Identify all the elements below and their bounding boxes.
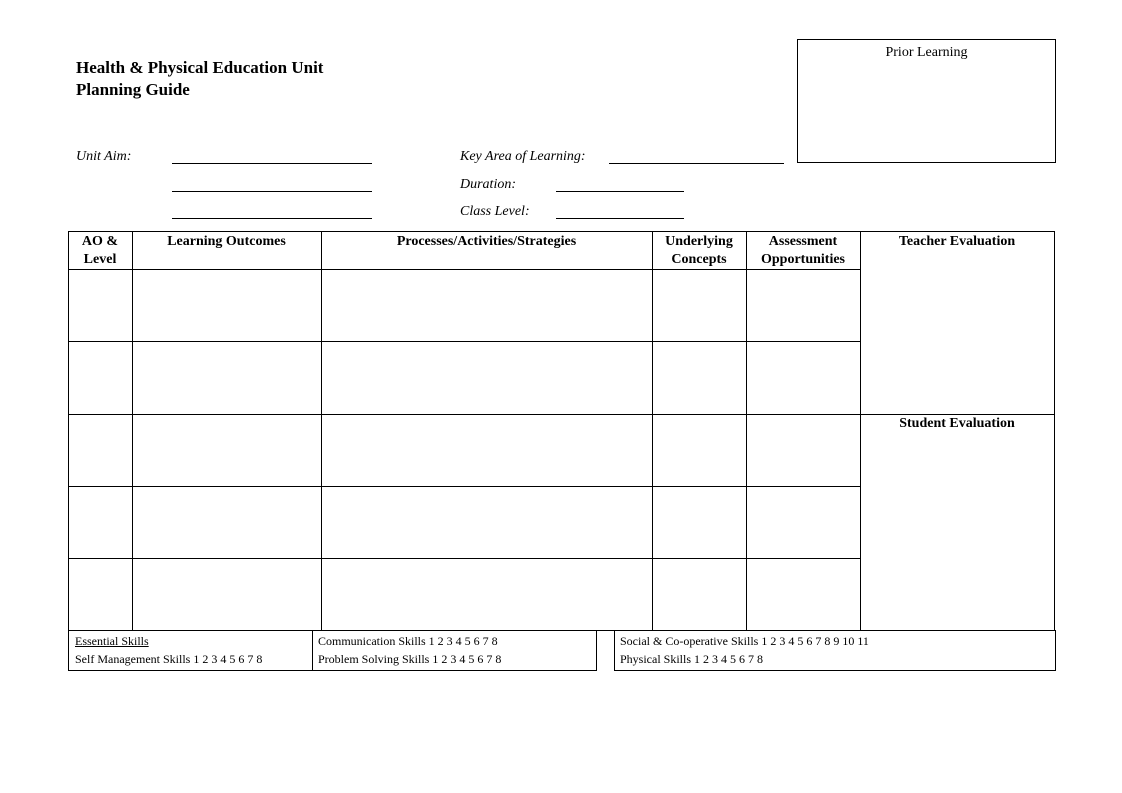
- row-sep-3: [68, 486, 860, 487]
- unit-aim-field-2[interactable]: [172, 191, 372, 192]
- table-border-left: [68, 231, 69, 631]
- unit-aim-field-3[interactable]: [172, 218, 372, 219]
- key-area-label: Key Area of Learning:: [460, 149, 586, 164]
- skills-sep: [312, 631, 313, 671]
- title-line-1: Health & Physical Education Unit: [76, 58, 324, 77]
- col-sep-3: [652, 231, 653, 631]
- title-line-2: Planning Guide: [76, 80, 190, 99]
- table-border-right: [1054, 231, 1055, 631]
- header-processes: Processes/Activities/Strategies: [396, 234, 577, 249]
- prior-learning-label: Prior Learning: [885, 45, 968, 60]
- unit-aim-field-1[interactable]: [172, 163, 372, 164]
- problem-solving-skills: Problem Solving Skills 1 2 3 4 5 6 7 8: [318, 652, 502, 666]
- header-learning-outcomes: Learning Outcomes: [167, 234, 286, 249]
- row-sep-2: [68, 414, 860, 415]
- page-title: [76, 57, 323, 101]
- duration-field[interactable]: [556, 191, 684, 192]
- row-sep-4: [68, 558, 860, 559]
- prior-learning-box[interactable]: [797, 39, 1056, 163]
- col-sep-2: [321, 231, 322, 631]
- unit-aim-label: Unit Aim:: [76, 149, 132, 164]
- col-sep-4: [746, 231, 747, 631]
- header-assessment: Assessment Opportunities: [760, 234, 845, 267]
- communication-skills: Communication Skills 1 2 3 4 5 6 7 8: [318, 634, 498, 648]
- header-ao-level: AO & Level: [81, 234, 119, 267]
- col-sep-1: [132, 231, 133, 631]
- header-student-evaluation: Student Evaluation: [899, 416, 1015, 431]
- header-underlying-concepts: Underlying Concepts: [665, 234, 733, 267]
- class-level-field[interactable]: [556, 218, 684, 219]
- self-management-skills: Self Management Skills 1 2 3 4 5 6 7 8: [75, 652, 263, 666]
- row-sep-1: [68, 341, 860, 342]
- class-level-label: Class Level:: [460, 204, 530, 219]
- physical-skills: Physical Skills 1 2 3 4 5 6 7 8: [620, 652, 764, 666]
- essential-skills-label: Essential Skills: [75, 634, 149, 648]
- row-sep-header: [68, 269, 860, 270]
- duration-label: Duration:: [460, 177, 516, 192]
- social-cooperative-skills: Social & Co-operative Skills 1 2 3 4 5 6 7 8 9 10 11: [620, 634, 869, 648]
- table-border-top: [68, 231, 1055, 232]
- header-teacher-evaluation: Teacher Evaluation: [898, 234, 1016, 249]
- key-area-field[interactable]: [609, 163, 784, 164]
